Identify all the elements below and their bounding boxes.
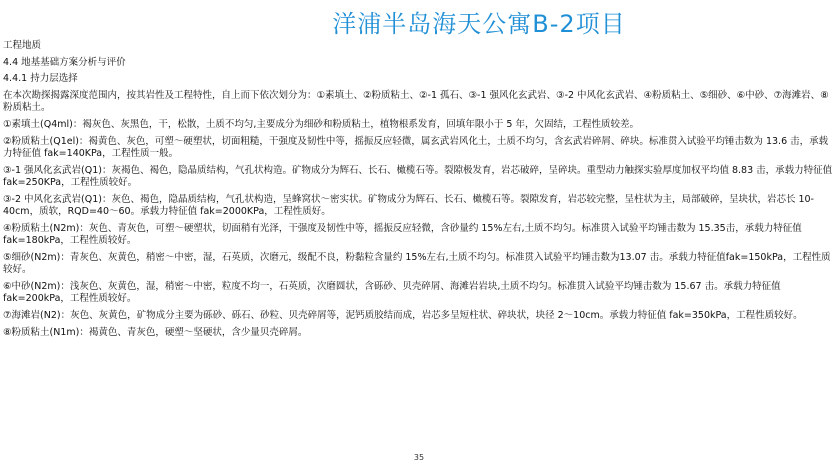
layer-6-paragraph: ⑥中砂(N2m)：浅灰色、灰黄色，湿，稍密～中密，粒度不均一，石英质，次磨圆状，含砾砂、贝壳碎屑、海滩岩岩块,土质不均匀。标准贯入试验平均锤击数为 15.67 击。承载力特征值 fak=200kPa，工程性质较好。 bbox=[3, 280, 781, 304]
document-body bbox=[3, 40, 833, 339]
intro-paragraph: 在本次勘探揭露深度范围内，按其岩性及工程特性，自上而下依次划分为：①素填土、②粉质粘土、②-1 孤石、③-1 强风化玄武岩、③-2 中风化玄武岩、④粉质粘土、⑤细砂、⑥中砂、⑦海滩岩、⑧粉质粘土。 bbox=[3, 89, 829, 113]
layer-7-paragraph: ⑦海滩岩(N2)：灰色、灰黄色，矿物成分主要为砾砂、砾石、砂粒、贝壳碎屑等，泥钙质胶结而成，岩芯多呈短柱状、碎块状，块径 2～10cm。承载力特征值 fak=350kPa，工程性质较好。 bbox=[3, 309, 803, 321]
page-title: 洋浦半岛海天公寓B-2项目 bbox=[332, 10, 626, 38]
layer-4-paragraph: ④粉质粘土(N2m)：灰色、青灰色，可塑～硬塑状，切面稍有光泽，干强度及韧性中等，摇振反应轻微，含砂量约 15%左右,土质不均匀。标准贯入试验平均锤击数为 15.35击，承载力特征值 fak=180kPa，工程性质较好。 bbox=[3, 222, 802, 246]
layer-2-paragraph: ②粉质粘土(Q1el)：褐黄色、灰色，可塑～硬塑状，切面粗糙，干强度及韧性中等，摇振反应轻微，属玄武岩风化土，土质不均匀，含玄武岩碎屑、碎块。标准贯入试验平均锤击数为 13.6 击，承载力特征值 fak=140KPa，工程性质一般。 bbox=[3, 135, 829, 159]
section-heading: 工程地质 bbox=[3, 40, 42, 51]
layer-1-paragraph: ①素填土(Q4ml)：褐灰色、灰黑色，干，松散，土质不均匀,主要成分为细砂和粉质粘土，植物根系发育，回填年限小于 5 年，欠固结，工程性质较差。 bbox=[3, 118, 639, 130]
layer-3-2-paragraph: ③-2 中风化玄武岩(Q1)：灰色、褐色，隐晶质结构，气孔状构造，呈蜂窝状～密实状。矿物成分为辉石、长石、橄榄石等。裂隙发育，岩芯较完整，呈柱状为主，局部破碎，呈块状，岩芯长 10-40cm，质软，RQD=40～60。承载力特征值 fak=2000KPa，工程性质好。 bbox=[3, 193, 814, 217]
subsubsection-heading: 4.4.1 持力层选择 bbox=[3, 73, 78, 84]
subsection-heading: 4.4 地基基础方案分析与评价 bbox=[3, 56, 126, 68]
layer-3-1-paragraph: ③-1 强风化玄武岩(Q1)：灰褐色、褐色，隐晶质结构，气孔状构造。矿物成分为辉石、长石、橄榄石等。裂隙极发育，岩芯破碎，呈碎块。重型动力触探实验厚度加权平均值 8.83 击，承载力特征值 fak=250KPa，工程性质较好。 bbox=[3, 164, 833, 188]
page-number: 35 bbox=[413, 453, 425, 462]
layer-8-paragraph: ⑧粉质粘土(N1m)：褐黄色、青灰色，硬塑～坚硬状，含少量贝壳碎屑。 bbox=[3, 326, 308, 338]
layer-5-paragraph: ⑤细砂(N2m)：青灰色、灰黄色，稍密～中密，湿，石英质，次磨元，级配不良，粉黏粒含量约 15%左右,土质不均匀。标准贯入试验平均锤击数为13.07 击。承载力特征值fak=150kPa，工程性质较好。 bbox=[3, 251, 831, 275]
